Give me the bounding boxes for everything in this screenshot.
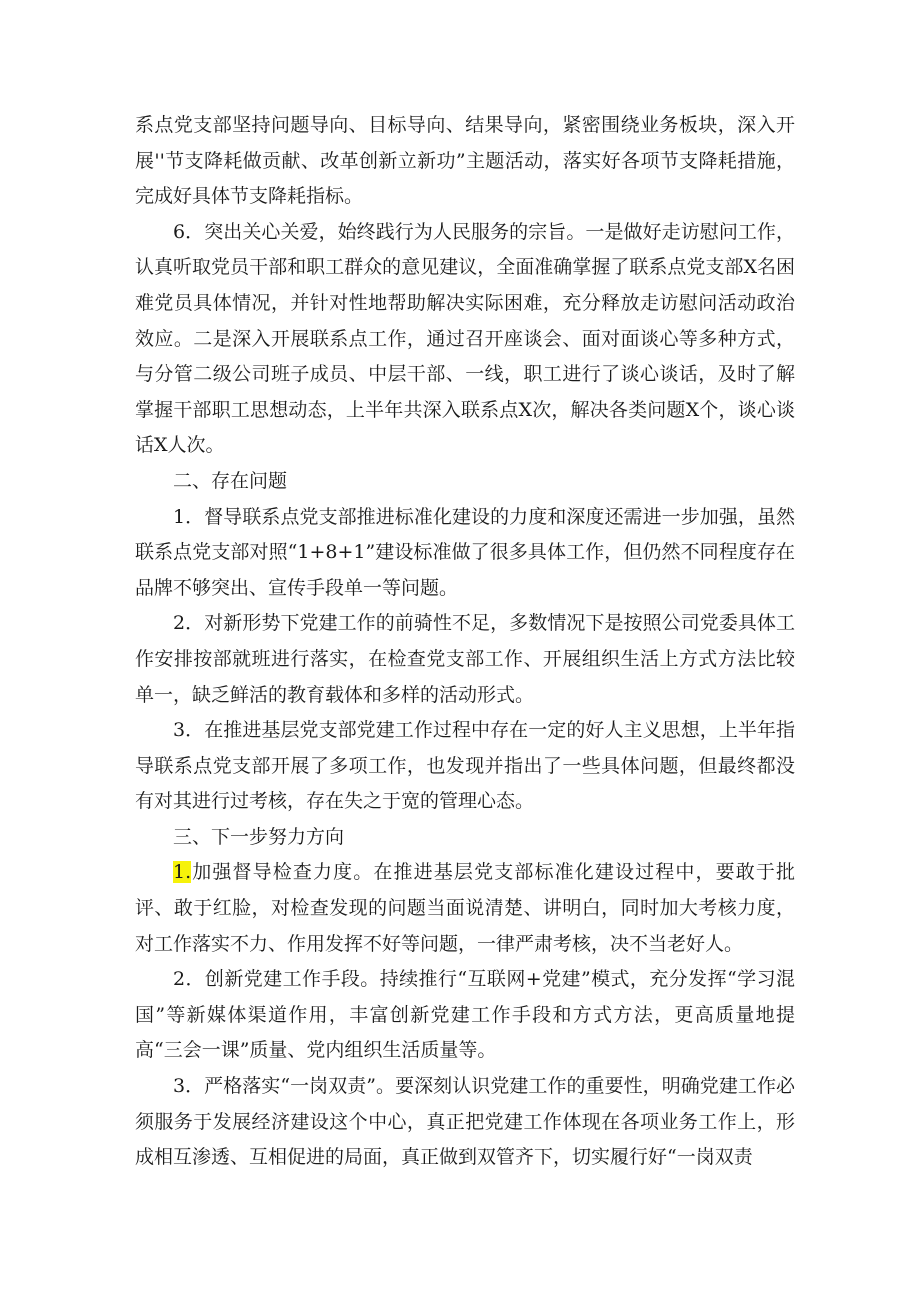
paragraph-continuation: 系点党支部坚持问题导向、目标导向、结果导向，紧密围绕业务板块，深入开展''节支降耗做贡献、改革创新立新功”主题活动，落实好各项节支降耗措施，完成好具体节支降耗指标。 xyxy=(135,114,795,208)
section-heading-existing-problems: 二、存在问题 xyxy=(173,469,288,492)
paragraph-direction-2: 2．创新党建工作手段。持续推行“互联网+党建”模式，充分发挥“学习混国”等新媒体渠道作用，丰富创新党建工作手段和方式方法，更高质量地提高“三会一课”质量、党内组织生活质量等。 xyxy=(135,968,795,1062)
document-body xyxy=(135,108,795,1176)
section-heading-next-steps: 三、下一步努力方向 xyxy=(173,825,345,848)
paragraph-problem-3: 3．在推进基层党支部党建工作过程中存在一定的好人主义思想，上半年指导联系点党支部开展了多项工作，也发现并指出了一些具体问题，但最终都没有对其进行过考核，存在失之于宽的管理心态。 xyxy=(135,719,795,813)
paragraph-direction-1-text: 加强督导检查力度。在推进基层党支部标准化建设过程中，要敢于批评、敢于红脸，对检查发现的问题当面说清楚、讲明白，同时加大考核力度，对工作落实不力、作用发挥不好等问题，一律严肃考核，决不当老好人。 xyxy=(135,861,795,955)
paragraph-problem-1: 1．督导联系点党支部推进标准化建设的力度和深度还需进一步加强，虽然联系点党支部对照“1+8+1”建设标准做了很多具体工作，但仍然不同程度存在品牌不够突出、宣传手段单一等问题。 xyxy=(135,505,795,599)
paragraph-direction-1 xyxy=(135,855,795,962)
paragraph-problem-2: 2．对新形势下党建工作的前骑性不足，多数情况下是按照公司党委具体工作安排按部就班进行落实，在检查党支部工作、开展组织生活上方式方法比较单一，缺乏鲜活的教育载体和多样的活动形式。 xyxy=(135,612,795,706)
paragraph-item-6: 6．突出关心关爱，始终践行为人民服务的宗旨。一是做好走访慰问工作，认真听取党员干部和职工群众的意见建议，全面准确掌握了联系点党支部X名困难党员具体情况，并针对性地帮助解决实际困难，充分释放走访慰问活动政治效应。二是深入开展联系点工作，通过召开座谈会、面对面谈心等多种方式，与分管二级公司班子成员、中层干部、一线，职工进行了谈心谈话，及时了解掌握干部职工思想动态，上半年共深入联系点X次，解决各类问题X个，谈心谈话X人次。 xyxy=(135,220,795,457)
highlighted-number: 1. xyxy=(173,861,192,884)
paragraph-direction-3: 3．严格落实“一岗双责”。要深刻认识党建工作的重要性，明确党建工作必须服务于发展经济建设这个中心，真正把党建工作体现在各项业务工作上，形成相互渗透、互相促进的局面，真正做到双管齐下，切实履行好“一岗双责 xyxy=(135,1075,795,1169)
